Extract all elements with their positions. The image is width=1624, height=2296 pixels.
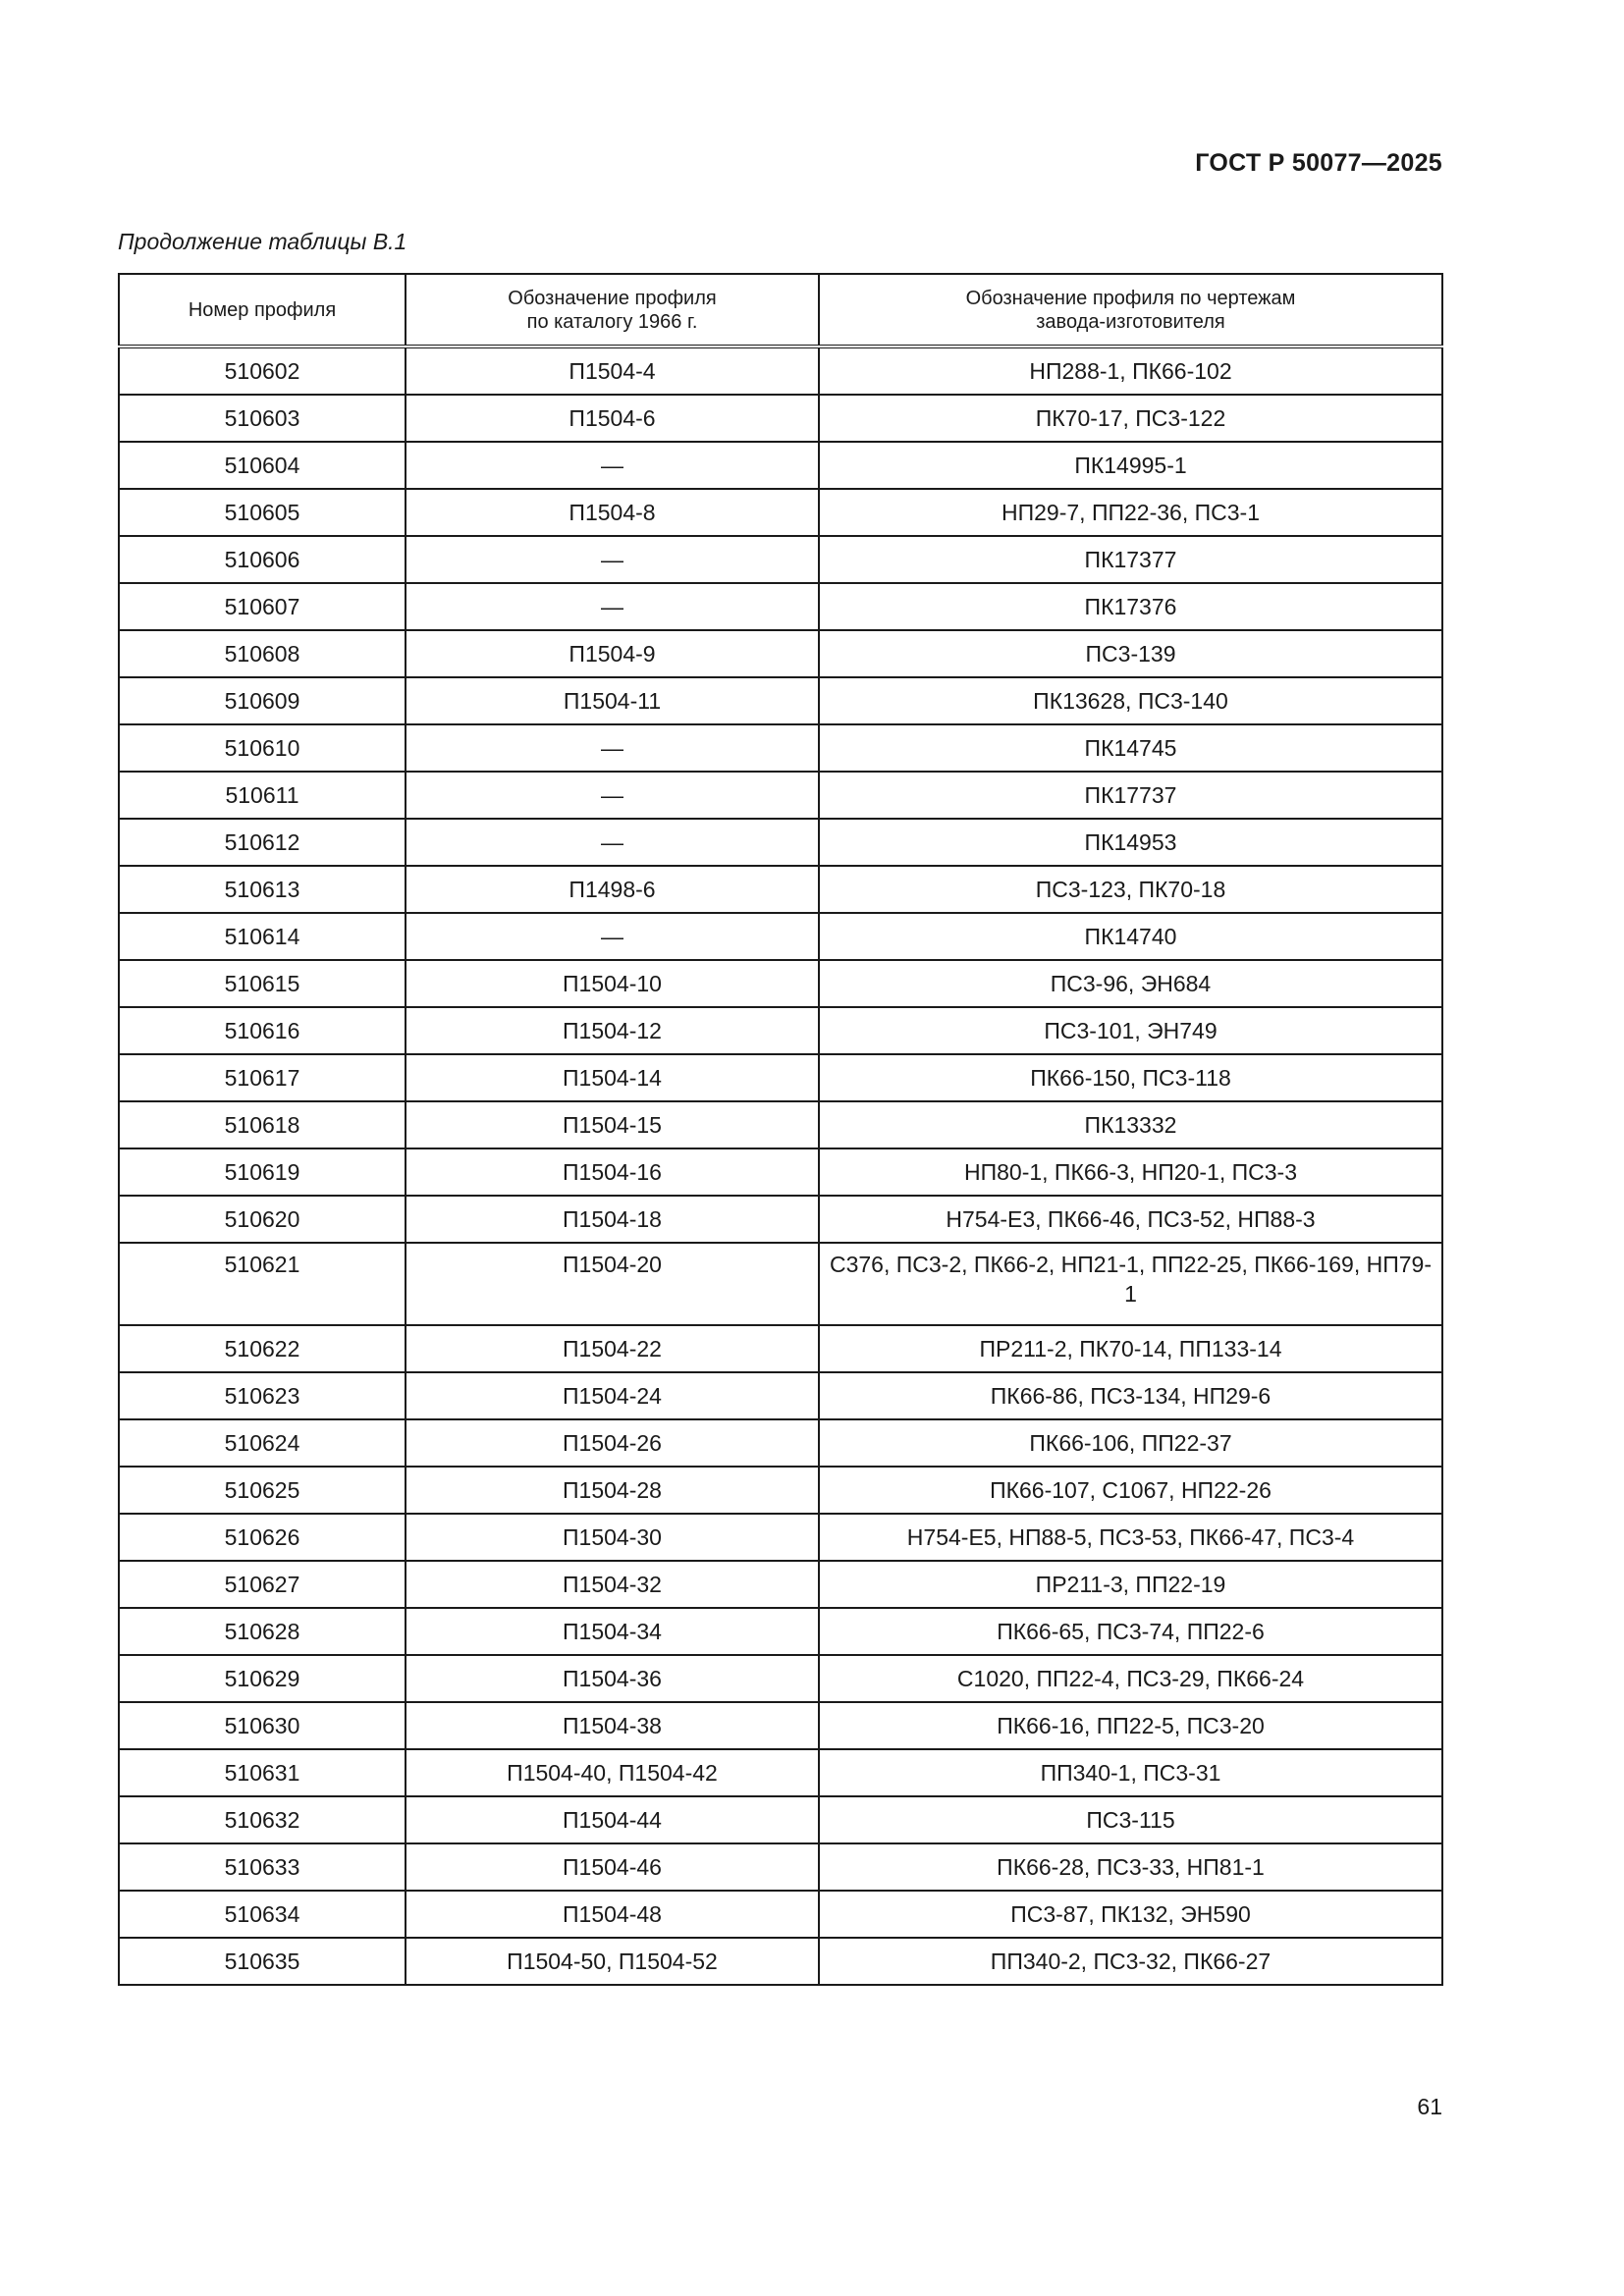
cell-catalog-designation: — [406,913,819,960]
table-row [119,583,1442,630]
cell-catalog-designation: П1504-10 [406,960,819,1007]
cell-factory-designation: ПК14745 [819,724,1442,772]
cell-factory-designation: ПС3-139 [819,630,1442,677]
cell-factory-designation: ПР211-2, ПК70-14, ПП133-14 [819,1325,1442,1372]
table-row [119,1655,1442,1702]
cell-catalog-designation: П1504-12 [406,1007,819,1054]
cell-profile-number: 510628 [119,1608,406,1655]
table-row [119,1796,1442,1843]
cell-profile-number: 510626 [119,1514,406,1561]
cell-catalog-designation: П1504-28 [406,1467,819,1514]
cell-factory-designation: ПС3-123, ПК70-18 [819,866,1442,913]
table-row [119,347,1442,395]
cell-catalog-designation: П1504-44 [406,1796,819,1843]
cell-profile-number: 510625 [119,1467,406,1514]
cell-catalog-designation: П1504-4 [406,347,819,395]
cell-profile-number: 510632 [119,1796,406,1843]
cell-catalog-designation: — [406,442,819,489]
table-row [119,1007,1442,1054]
table-row [119,1467,1442,1514]
table-row [119,1608,1442,1655]
cell-factory-designation: ПК66-150, ПС3-118 [819,1054,1442,1101]
cell-factory-designation: ПС3-87, ПК132, ЭН590 [819,1891,1442,1938]
cell-factory-designation: ПК17376 [819,583,1442,630]
cell-profile-number: 510602 [119,347,406,395]
cell-catalog-designation: П1504-32 [406,1561,819,1608]
table-row [119,960,1442,1007]
header-profile-number: Номер профиля [119,274,406,347]
cell-profile-number: 510619 [119,1148,406,1196]
cell-profile-number: 510605 [119,489,406,536]
cell-profile-number: 510610 [119,724,406,772]
cell-catalog-designation: П1504-48 [406,1891,819,1938]
cell-factory-designation: ПС3-96, ЭН684 [819,960,1442,1007]
cell-factory-designation: НП288-1, ПК66-102 [819,347,1442,395]
table-row [119,772,1442,819]
cell-catalog-designation: П1504-30 [406,1514,819,1561]
cell-profile-number: 510606 [119,536,406,583]
header-catalog-1966: Обозначение профиля по каталогу 1966 г. [406,274,819,347]
cell-catalog-designation: П1504-24 [406,1372,819,1419]
table-row [119,1101,1442,1148]
cell-catalog-designation: П1504-36 [406,1655,819,1702]
cell-profile-number: 510617 [119,1054,406,1101]
cell-factory-designation: ПК14953 [819,819,1442,866]
table-row [119,819,1442,866]
cell-factory-designation: ПС3-115 [819,1796,1442,1843]
profile-table [118,273,1443,1986]
table-caption: Продолжение таблицы В.1 [118,229,407,254]
cell-catalog-designation: П1504-34 [406,1608,819,1655]
table-row [119,1372,1442,1419]
table-row [119,1843,1442,1891]
cell-catalog-designation: П1504-8 [406,489,819,536]
cell-catalog-designation: П1504-14 [406,1054,819,1101]
cell-profile-number: 510633 [119,1843,406,1891]
cell-factory-designation: ПК14995-1 [819,442,1442,489]
cell-factory-designation: НП29-7, ПП22-36, ПС3-1 [819,489,1442,536]
table-row [119,536,1442,583]
cell-factory-designation: ПК66-86, ПС3-134, НП29-6 [819,1372,1442,1419]
cell-profile-number: 510623 [119,1372,406,1419]
cell-factory-designation: ПК17377 [819,536,1442,583]
table-row [119,724,1442,772]
table-row [119,1419,1442,1467]
cell-catalog-designation: П1504-22 [406,1325,819,1372]
cell-profile-number: 510612 [119,819,406,866]
cell-factory-designation: ПК14740 [819,913,1442,960]
table-row [119,1702,1442,1749]
cell-factory-designation: ПК66-106, ПП22-37 [819,1419,1442,1467]
cell-profile-number: 510614 [119,913,406,960]
cell-factory-designation: ПК66-28, ПС3-33, НП81-1 [819,1843,1442,1891]
cell-catalog-designation: — [406,536,819,583]
cell-profile-number: 510607 [119,583,406,630]
table-row [119,677,1442,724]
cell-catalog-designation: — [406,772,819,819]
cell-catalog-designation: — [406,819,819,866]
cell-factory-designation: НП80-1, ПК66-3, НП20-1, ПС3-3 [819,1148,1442,1196]
cell-factory-designation: ПП340-2, ПС3-32, ПК66-27 [819,1938,1442,1985]
table-row [119,1891,1442,1938]
cell-profile-number: 510629 [119,1655,406,1702]
cell-catalog-designation: П1504-40, П1504-42 [406,1749,819,1796]
cell-profile-number: 510611 [119,772,406,819]
cell-catalog-designation: П1498-6 [406,866,819,913]
cell-profile-number: 510634 [119,1891,406,1938]
cell-profile-number: 510627 [119,1561,406,1608]
table-row [119,1196,1442,1243]
cell-catalog-designation: П1504-18 [406,1196,819,1243]
cell-factory-designation: ПП340-1, ПС3-31 [819,1749,1442,1796]
cell-catalog-designation: П1504-16 [406,1148,819,1196]
cell-profile-number: 510635 [119,1938,406,1985]
table-row [119,1054,1442,1101]
cell-factory-designation: С1020, ПП22-4, ПС3-29, ПК66-24 [819,1655,1442,1702]
table-row [119,866,1442,913]
table-row [119,395,1442,442]
cell-factory-designation: ПР211-3, ПП22-19 [819,1561,1442,1608]
cell-factory-designation: ПК17737 [819,772,1442,819]
cell-profile-number: 510620 [119,1196,406,1243]
table-row [119,1243,1442,1325]
cell-profile-number: 510624 [119,1419,406,1467]
cell-factory-designation: С376, ПС3-2, ПК66-2, НП21-1, ПП22-25, ПК66-169, НП79-1 [819,1243,1442,1325]
cell-catalog-designation: — [406,724,819,772]
document-code: ГОСТ Р 50077—2025 [1195,149,1442,177]
cell-factory-designation: ПК13628, ПС3-140 [819,677,1442,724]
cell-factory-designation: ПК13332 [819,1101,1442,1148]
page-number: 61 [1417,2094,1442,2119]
cell-profile-number: 510630 [119,1702,406,1749]
cell-catalog-designation: П1504-46 [406,1843,819,1891]
cell-profile-number: 510604 [119,442,406,489]
table-header-row [119,274,1442,347]
cell-factory-designation: Н754-Е5, НП88-5, ПС3-53, ПК66-47, ПС3-4 [819,1514,1442,1561]
cell-factory-designation: ПС3-101, ЭН749 [819,1007,1442,1054]
table-row [119,489,1442,536]
cell-factory-designation: Н754-Е3, ПК66-46, ПС3-52, НП88-3 [819,1196,1442,1243]
table-row [119,1325,1442,1372]
cell-factory-designation: ПК66-65, ПС3-74, ПП22-6 [819,1608,1442,1655]
cell-catalog-designation: П1504-9 [406,630,819,677]
cell-catalog-designation: П1504-6 [406,395,819,442]
cell-profile-number: 510631 [119,1749,406,1796]
cell-catalog-designation: П1504-11 [406,677,819,724]
table-body [119,347,1442,1985]
cell-factory-designation: ПК66-107, С1067, НП22-26 [819,1467,1442,1514]
table-row [119,442,1442,489]
cell-catalog-designation: П1504-15 [406,1101,819,1148]
table-row [119,1148,1442,1196]
table-row [119,630,1442,677]
cell-profile-number: 510621 [119,1243,406,1325]
cell-factory-designation: ПК70-17, ПС3-122 [819,395,1442,442]
header-factory-drawings: Обозначение профиля по чертежам завода-изготовителя [819,274,1442,347]
cell-profile-number: 510609 [119,677,406,724]
cell-profile-number: 510603 [119,395,406,442]
cell-profile-number: 510615 [119,960,406,1007]
cell-profile-number: 510613 [119,866,406,913]
cell-profile-number: 510618 [119,1101,406,1148]
cell-factory-designation: ПК66-16, ПП22-5, ПС3-20 [819,1702,1442,1749]
cell-profile-number: 510608 [119,630,406,677]
table-row [119,913,1442,960]
cell-catalog-designation: П1504-26 [406,1419,819,1467]
table-row [119,1749,1442,1796]
table-row [119,1514,1442,1561]
cell-catalog-designation: П1504-20 [406,1243,819,1325]
cell-catalog-designation: — [406,583,819,630]
table-row [119,1561,1442,1608]
table-row [119,1938,1442,1985]
cell-profile-number: 510616 [119,1007,406,1054]
cell-catalog-designation: П1504-38 [406,1702,819,1749]
cell-profile-number: 510622 [119,1325,406,1372]
cell-catalog-designation: П1504-50, П1504-52 [406,1938,819,1985]
